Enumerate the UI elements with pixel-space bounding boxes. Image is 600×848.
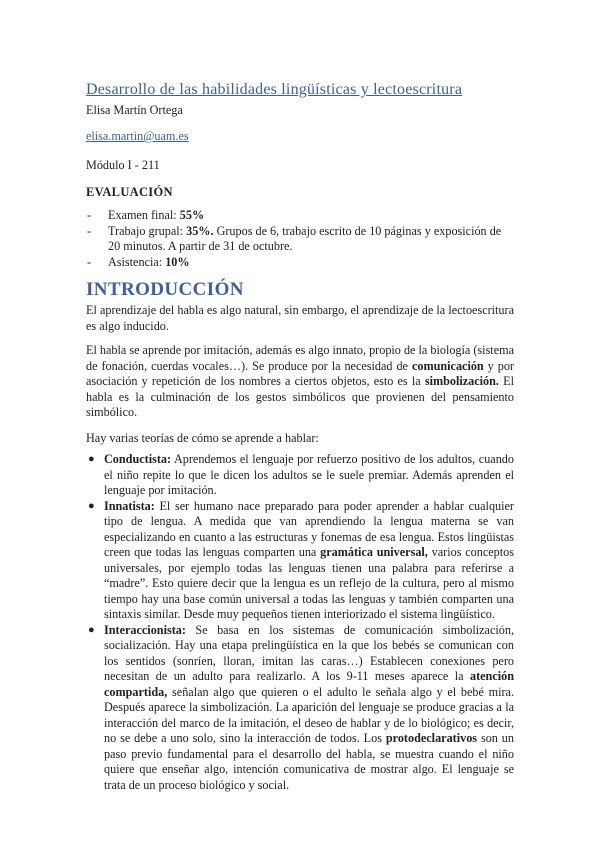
text-run: varios conceptos universales, por ejemplo todas las lenguas tienen una palabra para referirse a “madre”. Esto quiere decir que la lengua es un reflejo de la cultura, pero al mismo tiempo hay una base común universal a todas las lenguas y también comparten una sintaxis similar. Desde muy pequeños tienen interiorizado el sistema lingüístico.: [104, 545, 514, 621]
author-name: Elisa Martín Ortega: [86, 103, 183, 117]
theory-item: [86, 452, 514, 499]
evaluation-item-detail: Grupos de 6, trabajo escrito de 10 páginas y exposición de 20 minutos. A partir de 31 de octubre.: [108, 223, 502, 253]
intro-paragraph: Hay varias teorías de cómo se aprende a hablar:: [86, 430, 319, 445]
text-run: El habla se aprende por imitación, además es algo innato, propio de la biología (sistema de fonación, cuerdas vocales…). Se produce por la necesidad de: [86, 343, 514, 373]
evaluation-item-percent: 10%: [165, 254, 190, 269]
theory-item: [86, 623, 514, 794]
evaluation-item: [86, 255, 514, 271]
theory-name: Innatista:: [104, 498, 155, 513]
text-run: El habla es la culminación de los gestos simbólicos que provienen del pensamiento simbólico.: [86, 374, 514, 419]
text-run: Aprendemos el lenguaje por refuerzo positivo de los adultos, cuando el niño repite lo que le dicen los adultos se le suele premiar. Además aprenden el lenguaje por imitación.: [104, 452, 514, 497]
evaluation-item-label: Trabajo grupal:: [108, 223, 187, 238]
bullet-icon: ●: [88, 453, 95, 465]
evaluation-item-label: Asistencia:: [108, 254, 166, 269]
evaluation-item: [86, 224, 514, 255]
evaluation-item-percent: 35%.: [186, 223, 214, 238]
theory-item: [86, 499, 514, 623]
theories-list: [86, 452, 514, 793]
dash-marker: -: [87, 208, 92, 222]
document-title: Desarrollo de las habilidades lingüísticas y lectoescritura: [86, 81, 463, 98]
theory-name: Interaccionista:: [104, 622, 186, 637]
intro-paragraph: [86, 343, 514, 421]
introduction-heading: INTRODUCCIÓN: [86, 279, 244, 300]
text-run: y por asociación y repetición de los nombres a ciertos objetos, esto es la: [86, 358, 514, 388]
text-run: Se basa en los sistemas de comunicación simbolización, socialización. Hay una etapa prelingüística en la que los bebés se comunican con los sentidos (sonríen, lloran, imitan las caras…) Establecen conexiones pero necesitan de un adulto para realizarlo. A los 9-11 meses aparece la: [104, 622, 514, 683]
bold-term: protodeclarativos: [385, 731, 478, 745]
intro-paragraph: El aprendizaje del habla es algo natural, sin embargo, el aprendizaje de la lectoescritura es algo inducido.: [86, 303, 514, 333]
evaluation-item: [86, 208, 514, 224]
module-code: Módulo I - 211: [86, 158, 160, 172]
theory-name: Conductista:: [104, 452, 172, 466]
bold-term: atención compartida,: [104, 669, 514, 699]
dash-marker: -: [87, 223, 92, 238]
evaluation-item-percent: 55%: [179, 208, 205, 222]
text-run: señalan algo que quieren o el adulto le señala algo y el bebé mira. Después aparece la simbolización. La aparición del lenguaje se produce gracias a la interacción del marco de la imitación, el deseo de hablar y de lo biológico; es decir, no se debe a uno solo, sino la interacción de todos. Los: [104, 684, 514, 745]
evaluation-list: [86, 208, 514, 270]
bullet-icon: ●: [88, 623, 95, 636]
bold-term: simbolización.: [424, 374, 499, 388]
text-run: El ser humano nace preparado para poder aprender a hablar cualquier tipo de lengua. A medida que van aprendiendo la lengua materna se van especializando en cuanto a las estructuras y fonemas de esa lengua. Estos lingüistas creen que todas las lenguas comparten una: [104, 498, 514, 559]
author-email-link[interactable]: elisa.martin@uam.es: [86, 129, 189, 143]
dash-marker: -: [87, 254, 92, 269]
bullet-icon: ●: [88, 499, 95, 512]
bold-term: gramática universal,: [320, 545, 428, 559]
evaluation-item-label: Examen final:: [108, 208, 180, 222]
evaluation-heading: EVALUACIÓN: [86, 185, 173, 199]
text-run: son un paso previo fundamental para el desarrollo del habla, se muestra cuando el niño quiere que enseñar algo, intención comunicativa de mostrar algo. El lenguaje se trata de un proceso biológico y social.: [104, 731, 514, 792]
bold-term: comunicación: [411, 358, 484, 373]
